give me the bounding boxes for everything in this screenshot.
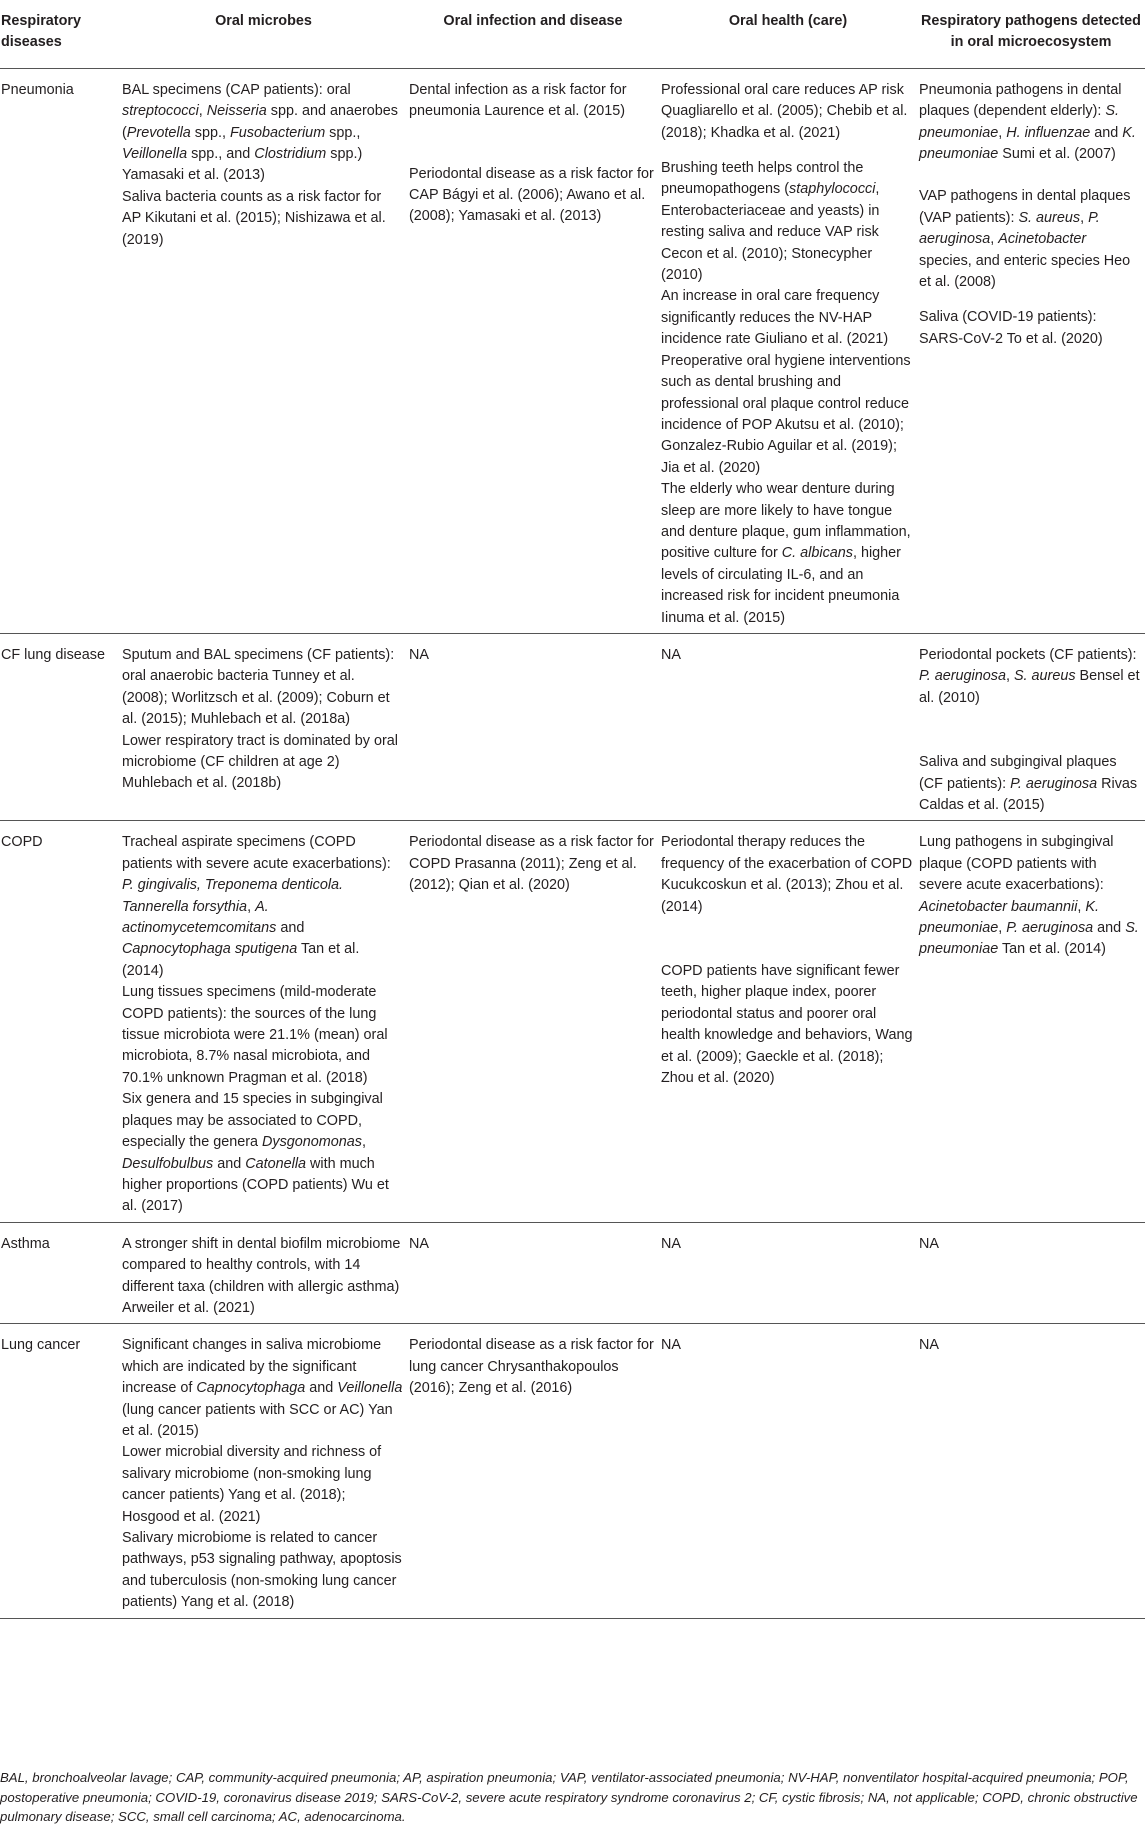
italic-term: P. aeruginosa	[1010, 775, 1098, 792]
oral-infection-cell	[407, 821, 659, 1222]
cell-paragraph: Tracheal aspirate specimens (COPD patients with severe acute exacerbations): P. gingivalis, Treponema denticola. Tannerella forsythia, A. actinomycetemcomitans and Capnocytophaga sputigena Tan et al. (2014)	[122, 834, 391, 979]
italic-term: Prevotella	[126, 124, 191, 141]
pathogens-cell: NA	[917, 1222, 1145, 1324]
cell-paragraph: Salivary microbiome is related to cancer pathways, p53 signaling pathway, apoptosis and tuberculosis (non-smoking lung cancer patients) Yang et al. (2018)	[122, 1530, 402, 1611]
italic-term: S. aureus	[1018, 209, 1081, 226]
oral-health-cell: NA	[659, 633, 917, 820]
cell-paragraph: The elderly who wear denture during sleep are more likely to have tongue and denture plaque, gum inflammation, positive culture for C. albicans, higher levels of circulating IL-6, and an increased risk for incident pneumonia Iinuma et al. (2015)	[661, 481, 911, 626]
cell-paragraph: Periodontal disease as a risk factor for lung cancer Chrysanthakopoulos (2016); Zeng et al. (2016)	[409, 1337, 654, 1397]
italic-term: Desulfobulbus	[122, 1155, 214, 1172]
oral-microbes-cell	[120, 1324, 407, 1618]
oral-microbes-cell	[120, 68, 407, 633]
pathogens-cell	[917, 821, 1145, 1222]
cell-paragraph: Lower microbial diversity and richness of salivary microbiome (non-smoking lung cancer patients) Yang et al. (2018); Hosgood et al. (2021)	[122, 1444, 382, 1525]
italic-term: S. pneumoniae	[919, 103, 1120, 141]
oral-health-cell	[659, 821, 917, 1222]
pathogens-cell	[917, 68, 1145, 633]
table-row	[0, 68, 1145, 633]
oral-infection-cell	[407, 68, 659, 633]
cell-paragraph: Saliva (COVID-19 patients): SARS-CoV-2 To et al. (2020)	[919, 309, 1103, 347]
italic-term: Neisseria	[206, 103, 267, 120]
disease-cell: Asthma	[0, 1222, 120, 1324]
oral-health-cell	[659, 68, 917, 633]
italic-term: Veillonella	[122, 146, 188, 163]
header-oral-health-care: Oral health (care)	[659, 0, 917, 68]
table-row	[0, 1222, 1145, 1324]
cell-paragraph: COPD patients have significant fewer teeth, higher plaque index, poorer periodontal status and poorer oral health knowledge and behaviors, Wang et al. (2009); Gaeckle et al. (2018); Zhou et al. (2020)	[661, 963, 913, 1087]
italic-term: Dysgonomonas	[262, 1134, 362, 1151]
cell-paragraph: Periodontal disease as a risk factor for COPD Prasanna (2011); Zeng et al. (2012); Qian et al. (2020)	[409, 834, 654, 894]
cell-paragraph: Lower respiratory tract is dominated by oral microbiome (CF children at age 2) Muhlebach et al. (2018b)	[122, 732, 398, 792]
italic-term: S. aureus	[1013, 668, 1076, 685]
cell-paragraph: Periodontal therapy reduces the frequency of the exacerbation of COPD Kucukcoskun et al. (2013); Zhou et al. (2014)	[661, 834, 913, 915]
pathogens-cell: NA	[917, 1324, 1145, 1618]
table-row	[0, 1324, 1145, 1618]
oral-infection-cell	[407, 1324, 659, 1618]
italic-term: Capnocytophaga sputigena	[122, 941, 298, 958]
cell-paragraph: Pneumonia pathogens in dental plaques (dependent elderly): S. pneumoniae, H. influenzae and K. pneumoniae Sumi et al. (2007)	[919, 81, 1136, 163]
oral-health-cell: NA	[659, 1222, 917, 1324]
header-oral-microbes: Oral microbes	[120, 0, 407, 68]
italic-term: Fusobacterium	[230, 124, 326, 141]
table-footnote: BAL, bronchoalveolar lavage; CAP, community-acquired pneumonia; AP, aspiration pneumonia; VAP, ventilator-associated pneumonia; NV-HAP, nonventilator hospital-acquired pneumonia; POP, postoperative pneumonia; COVID-19, coronavirus disease 2019; SARS-CoV-2, severe acute respiratory syndrome coronavirus 2; CF, cystic fibrosis; NA, not applicable; COPD, chronic obstructive pulmonary disease; SCC, small cell carcinoma; AC, adenocarcinoma.	[0, 1770, 1138, 1825]
italic-term: C. albicans	[781, 545, 853, 562]
oral-microbes-cell	[120, 1222, 407, 1324]
oral-infection-cell: NA	[407, 1222, 659, 1324]
table-row	[0, 633, 1145, 820]
header-row	[0, 0, 1145, 68]
oral-microbes-cell	[120, 821, 407, 1222]
italic-term: H. influenzae	[1006, 124, 1091, 141]
cell-paragraph: An increase in oral care frequency significantly reduces the NV-HAP incidence rate Giuliano et al. (2021)	[661, 288, 889, 348]
cell-paragraph: Preoperative oral hygiene interventions such as dental brushing and professional oral plaque control reduce incidence of POP Akutsu et al. (2010); Gonzalez-Rubio Aguilar et al. (2019); Jia et al. (2020)	[661, 352, 911, 476]
italic-term: S. pneumoniae	[919, 920, 1139, 958]
header-respiratory-pathogens: Respiratory pathogens detected in oral microecosystem	[917, 0, 1145, 68]
cell-paragraph: Dental infection as a risk factor for pneumonia Laurence et al. (2015)	[409, 81, 627, 120]
cell-paragraph: VAP pathogens in dental plaques (VAP patients): S. aureus, P. aeruginosa, Acinetobacter species, and enteric species Heo et al. (2008)	[919, 188, 1131, 291]
oral-infection-cell: NA	[407, 633, 659, 820]
cell-paragraph: Periodontal pockets (CF patients): P. aeruginosa, S. aureus Bensel et al. (2010)	[919, 646, 1140, 706]
cell-paragraph: Significant changes in saliva microbiome which are indicated by the significant increase of Capnocytophaga and Veillonella (lung cancer patients with SCC or AC) Yan et al. (2015)	[122, 1337, 403, 1439]
cell-paragraph: A stronger shift in dental biofilm microbiome compared to healthy controls, with 14 different taxa (children with allergic asthma) Arweiler et al. (2021)	[122, 1235, 401, 1316]
italic-term: P. gingivalis, Treponema denticola. Tannerella forsythia	[122, 877, 344, 915]
italic-term: Acinetobacter	[998, 231, 1087, 248]
italic-term: Clostridium	[254, 146, 327, 163]
italic-term: staphylococci	[789, 181, 876, 198]
cell-paragraph: BAL specimens (CAP patients): oral streptococci, Neisseria spp. and anaerobes (Prevotella spp., Fusobacterium spp., Veillonella spp., and Clostridium spp.) Yamasaki et al. (2013)	[122, 81, 398, 184]
disease-cell: COPD	[0, 821, 120, 1222]
cell-paragraph: Six genera and 15 species in subgingival plaques may be associated to COPD, especially the genera Dysgonomonas, Desulfobulbus and Catonella with much higher proportions (COPD patients) Wu et al. (2017)	[122, 1091, 389, 1215]
cell-paragraph: Periodontal disease as a risk factor for CAP Bágyi et al. (2006); Awano et al. (2008); Yamasaki et al. (2013)	[409, 165, 654, 225]
italic-term: A. actinomycetemcomitans	[122, 898, 277, 937]
disease-cell: CF lung disease	[0, 633, 120, 820]
cell-paragraph: Saliva bacteria counts as a risk factor for AP Kikutani et al. (2015); Nishizawa et al. (2019)	[122, 188, 386, 248]
cell-paragraph: Saliva and subgingival plaques (CF patients): P. aeruginosa Rivas Caldas et al. (2015)	[919, 754, 1138, 813]
cell-paragraph: Brushing teeth helps control the pneumopathogens (staphylococci, Enterobacteriaceae and yeasts) in resting saliva and reduce VAP risk Cecon et al. (2010); Stonecypher (2010)	[661, 160, 880, 284]
italic-term: Capnocytophaga	[196, 1380, 306, 1397]
italic-term: P. aeruginosa	[919, 209, 1100, 248]
oral-microbes-cell	[120, 633, 407, 820]
oral-health-cell: NA	[659, 1324, 917, 1618]
italic-term: P. aeruginosa	[919, 668, 1006, 685]
italic-term: Acinetobacter baumannii	[919, 898, 1078, 915]
disease-cell: Lung cancer	[0, 1324, 120, 1618]
italic-term: P. aeruginosa	[1006, 920, 1094, 937]
italic-term: K. pneumoniae	[919, 898, 1100, 937]
pathogens-cell	[917, 633, 1145, 820]
cell-paragraph: Professional oral care reduces AP risk Quagliarello et al. (2005); Chebib et al. (2018); Khadka et al. (2021)	[661, 81, 908, 141]
table-row	[0, 821, 1145, 1222]
disease-cell: Pneumonia	[0, 68, 120, 633]
italic-term: Veillonella	[337, 1380, 403, 1397]
italic-term: streptococci	[122, 103, 199, 120]
cell-paragraph: Lung tissues specimens (mild-moderate COPD patients): the sources of the lung tissue microbiota were 21.1% (mean) oral microbiota, 8.7% nasal microbiota, and 70.1% unknown Pragman et al. (2018)	[122, 984, 388, 1086]
italic-term: Catonella	[245, 1155, 307, 1172]
cell-paragraph: Lung pathogens in subgingival plaque (COPD patients with severe acute exacerbations): Acinetobacter baumannii, K. pneumoniae, P. aeruginosa and S. pneumoniae Tan et al. (2014)	[919, 834, 1139, 958]
italic-term: K. pneumoniae	[919, 124, 1136, 163]
cell-paragraph: Sputum and BAL specimens (CF patients): oral anaerobic bacteria Tunney et al. (2008); Worlitzsch et al. (2009); Coburn et al. (2015); Muhlebach et al. (2018a)	[122, 646, 395, 728]
header-respiratory-diseases: Respiratory diseases	[0, 0, 120, 68]
header-oral-infection-disease: Oral infection and disease	[407, 0, 659, 68]
